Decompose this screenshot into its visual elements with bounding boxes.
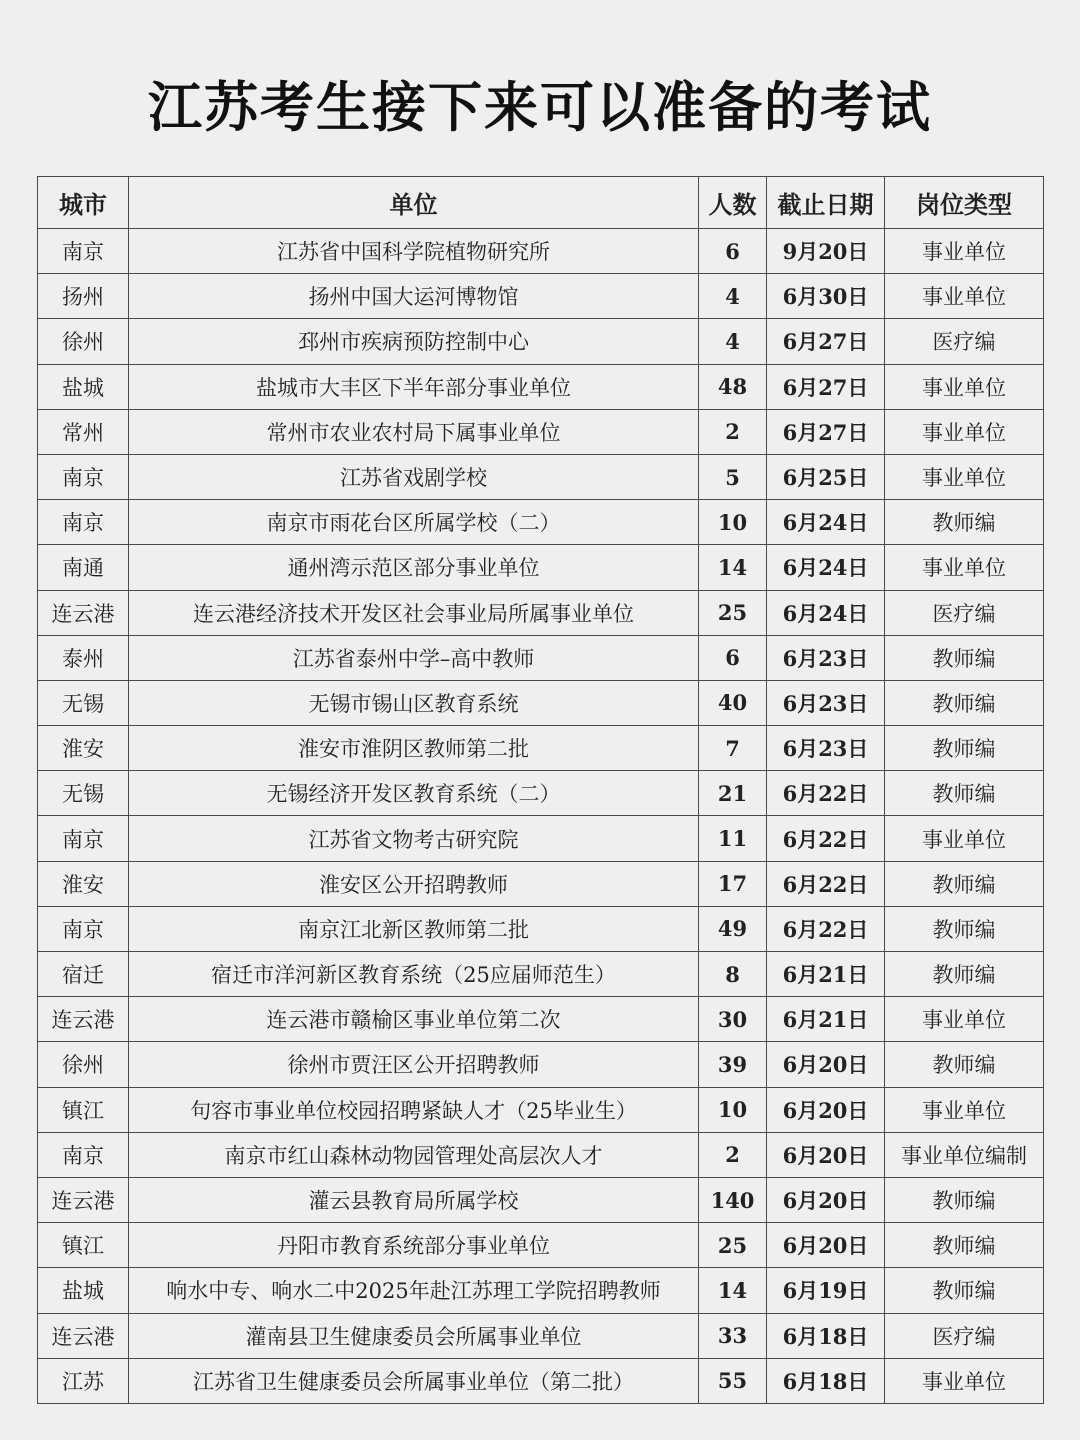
table-row: [38, 454, 1044, 499]
cell-type: 事业单位: [885, 454, 1044, 499]
cell-count: 30: [699, 997, 767, 1042]
cell-type: 事业单位: [885, 274, 1044, 319]
cell-deadline: 6月27日: [767, 409, 885, 454]
cell-unit: 句容市事业单位校园招聘紧缺人才（25毕业生）: [129, 1087, 699, 1132]
cell-city: 南京: [38, 906, 129, 951]
cell-city: 盐城: [38, 1268, 129, 1313]
cell-city: 无锡: [38, 680, 129, 725]
cell-count: 33: [699, 1313, 767, 1358]
table-row: [38, 1268, 1044, 1313]
cell-count: 4: [699, 319, 767, 364]
cell-unit: 南京江北新区教师第二批: [129, 906, 699, 951]
cell-deadline: 6月24日: [767, 590, 885, 635]
exam-table: [37, 176, 1044, 1404]
cell-deadline: 6月20日: [767, 1087, 885, 1132]
table-row: [38, 1358, 1044, 1403]
table-row: [38, 1087, 1044, 1132]
cell-city: 徐州: [38, 1042, 129, 1087]
cell-count: 40: [699, 680, 767, 725]
cell-city: 泰州: [38, 635, 129, 680]
cell-deadline: 6月20日: [767, 1177, 885, 1222]
table-row: [38, 1177, 1044, 1222]
table-row: [38, 274, 1044, 319]
cell-count: 11: [699, 816, 767, 861]
header-deadline: 截止日期: [767, 177, 885, 229]
cell-type: 教师编: [885, 1177, 1044, 1222]
cell-type: 事业单位: [885, 816, 1044, 861]
cell-deadline: 6月23日: [767, 680, 885, 725]
cell-unit: 扬州中国大运河博物馆: [129, 274, 699, 319]
page-title: 江苏考生接下来可以准备的考试: [148, 76, 932, 139]
cell-unit: 江苏省泰州中学–高中教师: [129, 635, 699, 680]
cell-count: 10: [699, 1087, 767, 1132]
table-header-row: [38, 177, 1044, 229]
table-row: [38, 545, 1044, 590]
cell-count: 17: [699, 861, 767, 906]
cell-city: 宿迁: [38, 952, 129, 997]
cell-type: 事业单位: [885, 229, 1044, 274]
cell-type: 教师编: [885, 680, 1044, 725]
cell-city: 徐州: [38, 319, 129, 364]
cell-unit: 常州市农业农村局下属事业单位: [129, 409, 699, 454]
cell-city: 南京: [38, 229, 129, 274]
cell-unit: 江苏省文物考古研究院: [129, 816, 699, 861]
cell-unit: 通州湾示范区部分事业单位: [129, 545, 699, 590]
cell-deadline: 6月22日: [767, 861, 885, 906]
table-row: [38, 319, 1044, 364]
cell-city: 南京: [38, 454, 129, 499]
cell-city: 南通: [38, 545, 129, 590]
cell-unit: 连云港市赣榆区事业单位第二次: [129, 997, 699, 1042]
cell-deadline: 6月19日: [767, 1268, 885, 1313]
cell-type: 事业单位编制: [885, 1132, 1044, 1177]
cell-unit: 丹阳市教育系统部分事业单位: [129, 1223, 699, 1268]
cell-type: 教师编: [885, 635, 1044, 680]
cell-type: 事业单位: [885, 409, 1044, 454]
table-row: [38, 409, 1044, 454]
cell-unit: 南京市红山森林动物园管理处高层次人才: [129, 1132, 699, 1177]
table-row: [38, 500, 1044, 545]
cell-deadline: 6月21日: [767, 952, 885, 997]
cell-type: 教师编: [885, 952, 1044, 997]
cell-deadline: 6月22日: [767, 906, 885, 951]
cell-type: 教师编: [885, 726, 1044, 771]
cell-deadline: 6月22日: [767, 816, 885, 861]
cell-deadline: 6月25日: [767, 454, 885, 499]
cell-count: 8: [699, 952, 767, 997]
table-row: [38, 1042, 1044, 1087]
table-row: [38, 1132, 1044, 1177]
cell-count: 6: [699, 229, 767, 274]
cell-count: 4: [699, 274, 767, 319]
header-city: 城市: [38, 177, 129, 229]
cell-unit: 无锡市锡山区教育系统: [129, 680, 699, 725]
table-row: [38, 229, 1044, 274]
cell-city: 连云港: [38, 997, 129, 1042]
cell-unit: 江苏省卫生健康委员会所属事业单位（第二批）: [129, 1358, 699, 1403]
cell-unit: 灌云县教育局所属学校: [129, 1177, 699, 1222]
cell-city: 镇江: [38, 1223, 129, 1268]
cell-deadline: 6月20日: [767, 1223, 885, 1268]
cell-count: 48: [699, 364, 767, 409]
cell-count: 7: [699, 726, 767, 771]
cell-deadline: 6月27日: [767, 319, 885, 364]
cell-deadline: 6月21日: [767, 997, 885, 1042]
cell-city: 无锡: [38, 771, 129, 816]
cell-city: 淮安: [38, 726, 129, 771]
cell-type: 教师编: [885, 500, 1044, 545]
cell-unit: 南京市雨花台区所属学校（二）: [129, 500, 699, 545]
cell-type: 教师编: [885, 1042, 1044, 1087]
cell-type: 事业单位: [885, 364, 1044, 409]
cell-count: 49: [699, 906, 767, 951]
cell-unit: 灌南县卫生健康委员会所属事业单位: [129, 1313, 699, 1358]
cell-unit: 徐州市贾汪区公开招聘教师: [129, 1042, 699, 1087]
cell-deadline: 6月24日: [767, 500, 885, 545]
cell-type: 事业单位: [885, 997, 1044, 1042]
cell-unit: 响水中专、响水二中2025年赴江苏理工学院招聘教师: [129, 1268, 699, 1313]
table-row: [38, 906, 1044, 951]
cell-count: 21: [699, 771, 767, 816]
cell-type: 教师编: [885, 1223, 1044, 1268]
header-unit: 单位: [129, 177, 699, 229]
table-row: [38, 635, 1044, 680]
cell-type: 医疗编: [885, 590, 1044, 635]
cell-unit: 宿迁市洋河新区教育系统（25应届师范生）: [129, 952, 699, 997]
cell-city: 南京: [38, 1132, 129, 1177]
cell-deadline: 6月20日: [767, 1042, 885, 1087]
cell-unit: 淮安区公开招聘教师: [129, 861, 699, 906]
cell-unit: 连云港经济技术开发区社会事业局所属事业单位: [129, 590, 699, 635]
cell-city: 连云港: [38, 1313, 129, 1358]
cell-city: 连云港: [38, 1177, 129, 1222]
cell-unit: 淮安市淮阴区教师第二批: [129, 726, 699, 771]
cell-count: 14: [699, 545, 767, 590]
cell-type: 教师编: [885, 906, 1044, 951]
cell-count: 140: [699, 1177, 767, 1222]
cell-count: 55: [699, 1358, 767, 1403]
cell-city: 盐城: [38, 364, 129, 409]
cell-count: 2: [699, 1132, 767, 1177]
cell-type: 教师编: [885, 861, 1044, 906]
cell-city: 淮安: [38, 861, 129, 906]
cell-deadline: 6月27日: [767, 364, 885, 409]
cell-count: 2: [699, 409, 767, 454]
table-row: [38, 952, 1044, 997]
cell-deadline: 9月20日: [767, 229, 885, 274]
cell-deadline: 6月23日: [767, 726, 885, 771]
cell-type: 事业单位: [885, 1358, 1044, 1403]
cell-city: 南京: [38, 816, 129, 861]
table-row: [38, 1223, 1044, 1268]
cell-count: 5: [699, 454, 767, 499]
cell-deadline: 6月22日: [767, 771, 885, 816]
cell-unit: 盐城市大丰区下半年部分事业单位: [129, 364, 699, 409]
cell-city: 南京: [38, 500, 129, 545]
cell-deadline: 6月30日: [767, 274, 885, 319]
cell-city: 连云港: [38, 590, 129, 635]
cell-unit: 邳州市疾病预防控制中心: [129, 319, 699, 364]
cell-type: 教师编: [885, 1268, 1044, 1313]
cell-city: 扬州: [38, 274, 129, 319]
cell-count: 25: [699, 590, 767, 635]
table-row: [38, 816, 1044, 861]
cell-count: 25: [699, 1223, 767, 1268]
table-row: [38, 1313, 1044, 1358]
table-row: [38, 861, 1044, 906]
cell-count: 6: [699, 635, 767, 680]
cell-unit: 江苏省戏剧学校: [129, 454, 699, 499]
cell-unit: 无锡经济开发区教育系统（二）: [129, 771, 699, 816]
table-row: [38, 997, 1044, 1042]
table-row: [38, 680, 1044, 725]
table-row: [38, 590, 1044, 635]
cell-type: 事业单位: [885, 545, 1044, 590]
cell-city: 江苏: [38, 1358, 129, 1403]
table-row: [38, 726, 1044, 771]
cell-count: 10: [699, 500, 767, 545]
cell-deadline: 6月18日: [767, 1313, 885, 1358]
cell-deadline: 6月20日: [767, 1132, 885, 1177]
cell-deadline: 6月24日: [767, 545, 885, 590]
cell-count: 39: [699, 1042, 767, 1087]
header-count: 人数: [699, 177, 767, 229]
table-row: [38, 364, 1044, 409]
table-body: [38, 229, 1044, 1404]
cell-unit: 江苏省中国科学院植物研究所: [129, 229, 699, 274]
cell-type: 医疗编: [885, 319, 1044, 364]
cell-city: 镇江: [38, 1087, 129, 1132]
cell-type: 事业单位: [885, 1087, 1044, 1132]
cell-type: 医疗编: [885, 1313, 1044, 1358]
table-row: [38, 771, 1044, 816]
cell-deadline: 6月18日: [767, 1358, 885, 1403]
header-type: 岗位类型: [885, 177, 1044, 229]
cell-count: 14: [699, 1268, 767, 1313]
cell-deadline: 6月23日: [767, 635, 885, 680]
cell-city: 常州: [38, 409, 129, 454]
cell-type: 教师编: [885, 771, 1044, 816]
